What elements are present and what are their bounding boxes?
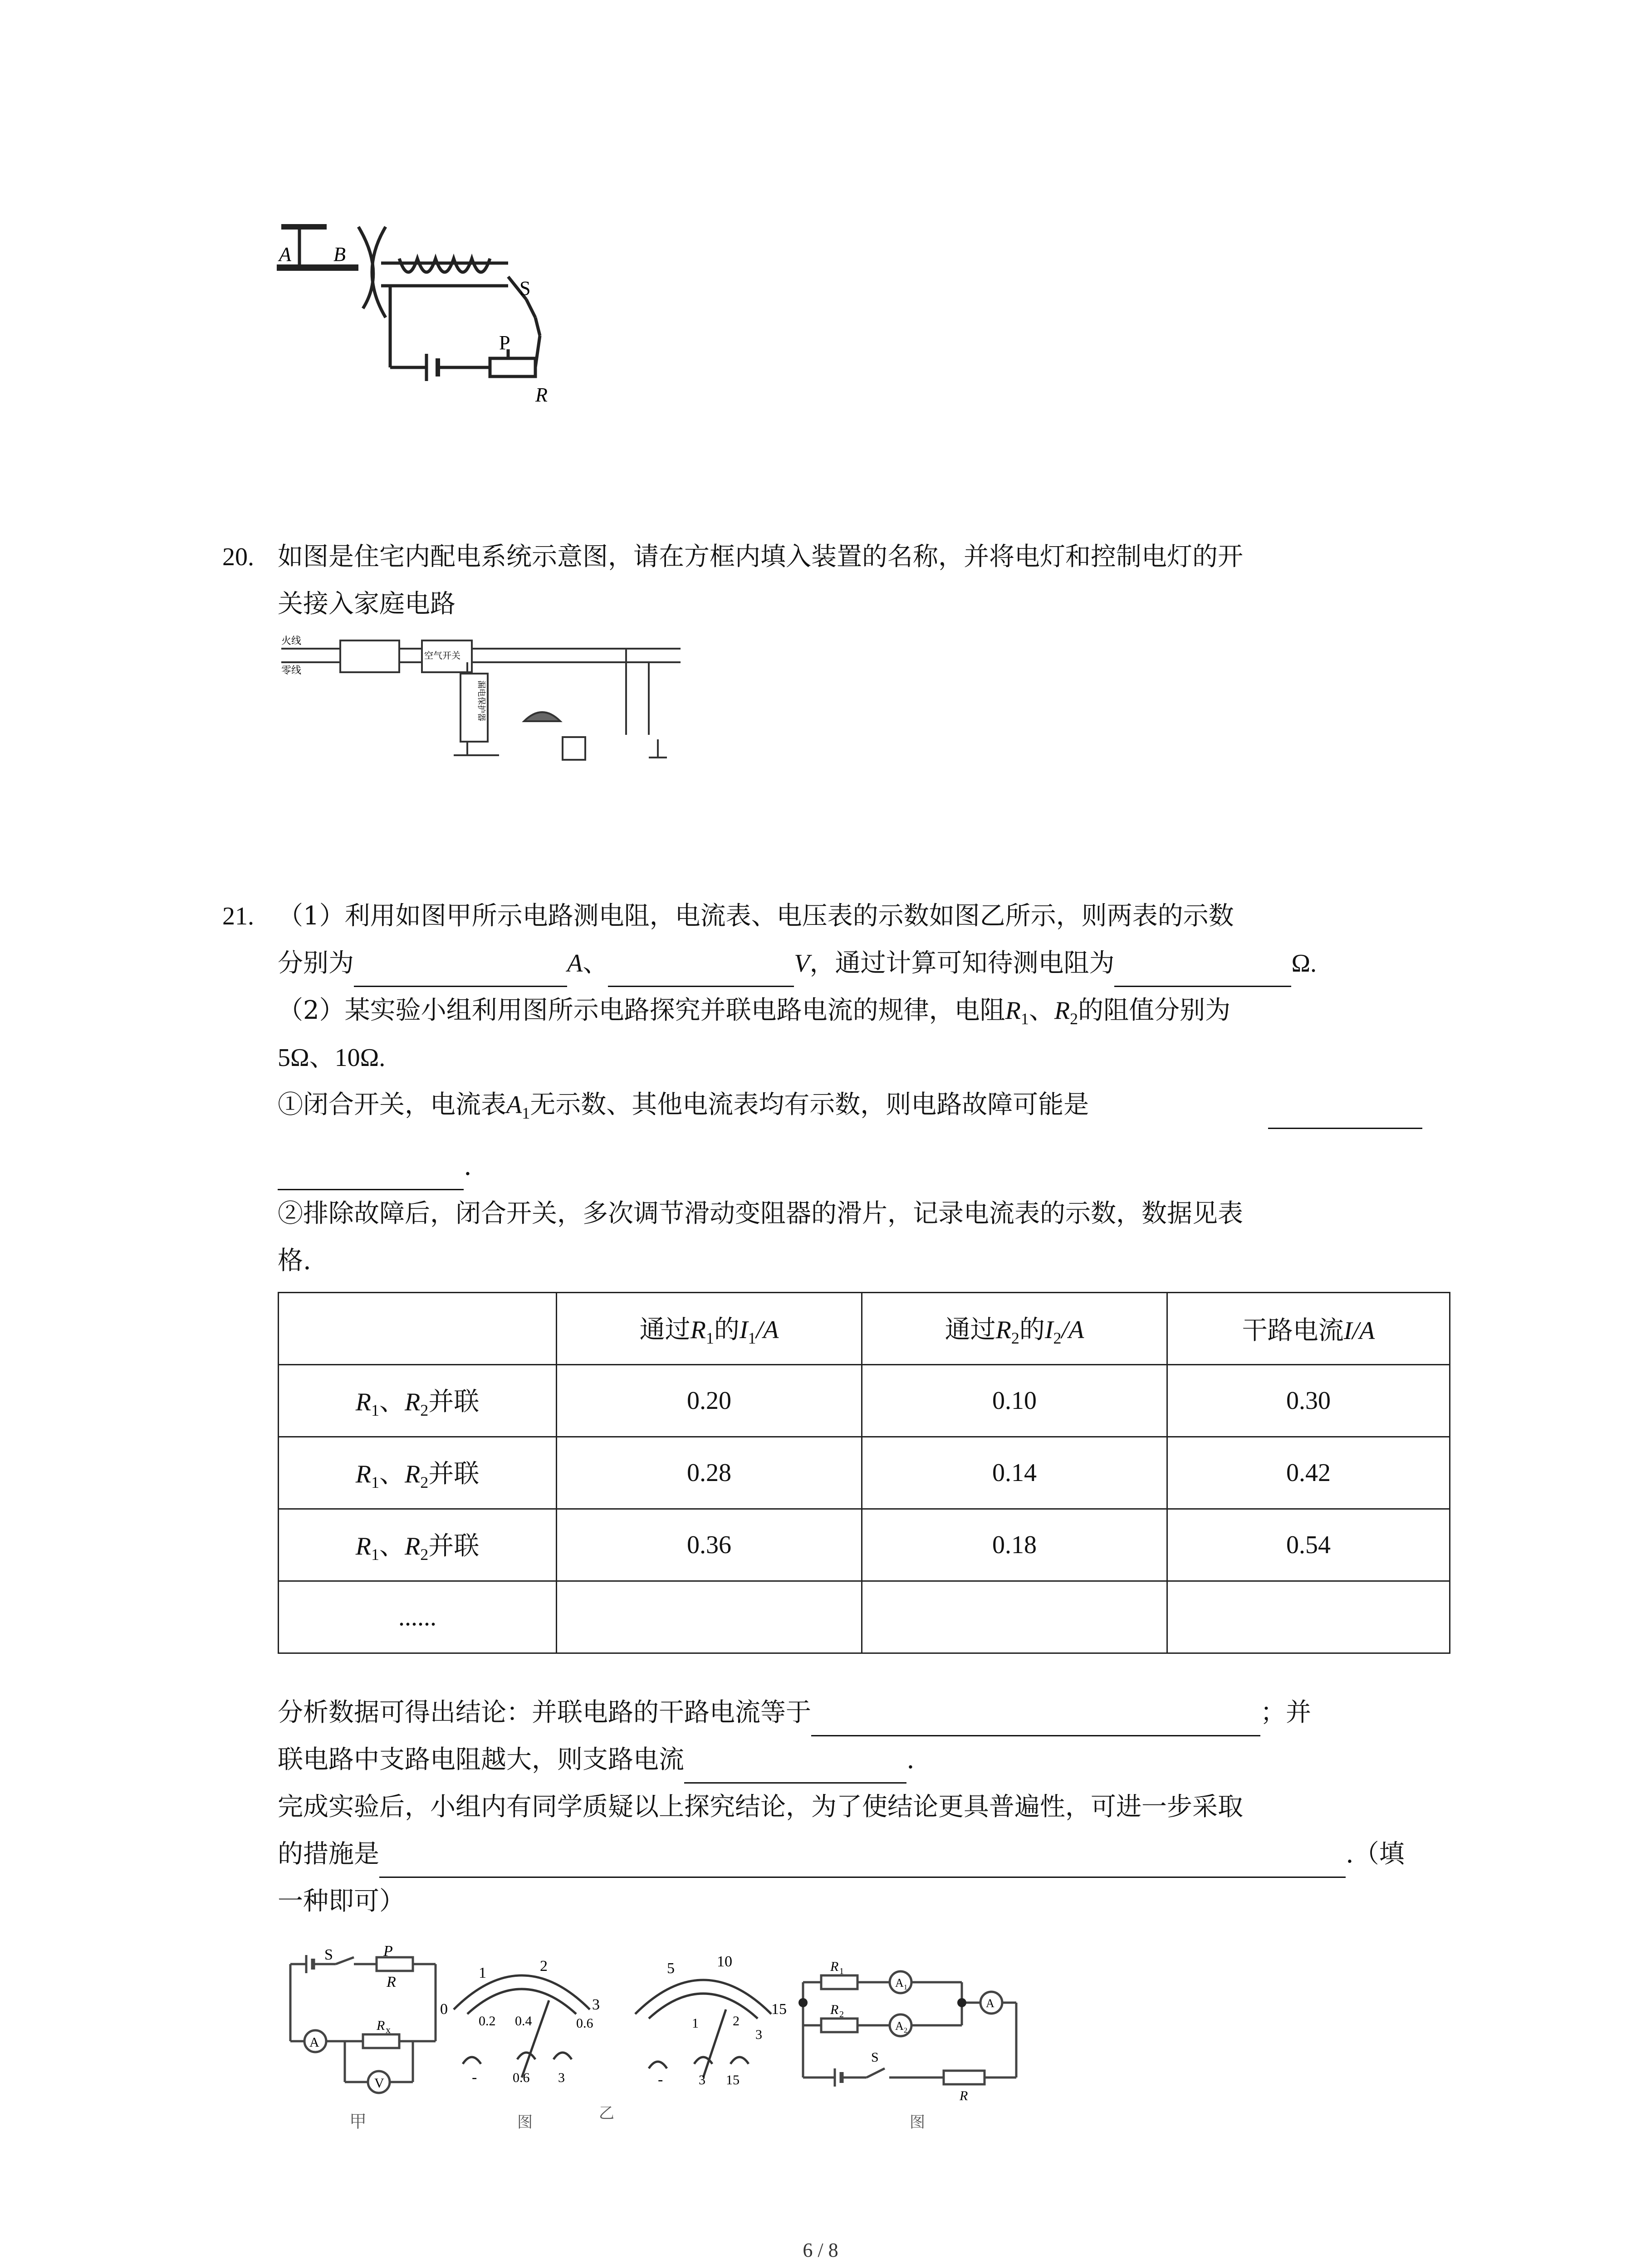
- cell-empty: [1167, 1581, 1450, 1653]
- cell-i2: 0.14: [862, 1437, 1167, 1509]
- q21-after-line2: [278, 1831, 1405, 1878]
- v-inner-2: 2: [733, 2014, 740, 2028]
- concl-line2: 联电路中支路电阻越大，则支路电流: [278, 1745, 684, 1774]
- concl-end: .: [906, 1745, 915, 1774]
- header-i1: 通过$R_1$的$I_1/A$: [557, 1293, 862, 1365]
- jia-voltmeter: V: [374, 2076, 384, 2091]
- cell-i1: 0.36: [557, 1509, 862, 1581]
- answer-blank-branch[interactable]: [684, 1754, 906, 1784]
- answer-blank-conclusion[interactable]: [811, 1707, 1260, 1736]
- figure-jia-circuit: [281, 1943, 449, 2141]
- label-A: A: [279, 243, 291, 265]
- cell-i: 0.42: [1167, 1437, 1450, 1509]
- answer-blank-measure[interactable]: [379, 1848, 1346, 1878]
- cell-i2: 0.10: [862, 1365, 1167, 1437]
- p2-text-a: （2）某实验小组利用图所示电路探究并联电路电流的规律，电阻: [278, 996, 1005, 1025]
- answer-blank-fault-1[interactable]: [1268, 1100, 1422, 1129]
- cell-i: 0.54: [1167, 1509, 1450, 1581]
- after-a: 的措施是: [278, 1839, 379, 1869]
- a-inner-0: 0.2: [479, 2014, 496, 2028]
- label-S: S: [519, 277, 531, 299]
- jia-P: P: [383, 1943, 393, 1960]
- q21-number: 21.: [222, 902, 254, 930]
- figure-parallel-circuit: [789, 1946, 1034, 2141]
- par-R1-sub: 1: [839, 1966, 844, 1976]
- jia-caption: 甲: [349, 2112, 367, 2131]
- jia-ammeter: A: [309, 2035, 319, 2050]
- table-row: [279, 1365, 1450, 1437]
- R2-symbol: R: [1054, 997, 1070, 1025]
- concl-b: ；并: [1260, 1698, 1311, 1727]
- table-row: [279, 1509, 1450, 1581]
- R1-symbol: R: [1005, 997, 1021, 1025]
- a-tick-0: 0: [440, 2001, 448, 2018]
- answer-blank-voltage[interactable]: [608, 958, 794, 987]
- v-term-3: 3: [699, 2072, 705, 2087]
- cell-i: 0.30: [1167, 1365, 1450, 1437]
- row-label: $R_1$、$R_2$并联: [279, 1509, 557, 1581]
- air-switch-label: 空气开关: [424, 651, 460, 661]
- label-P: P: [499, 332, 510, 354]
- A1-sub: 1: [522, 1104, 530, 1123]
- p1-prefix: 分别为: [278, 948, 354, 978]
- v-tick-5: 5: [667, 1960, 675, 1977]
- q21-p1-line1: （1）利用如图甲所示电路测电阻，电流表、电压表的示数如图乙所示，则两表的示数: [278, 901, 1234, 931]
- answer-blank-fault-2[interactable]: [278, 1161, 464, 1190]
- cell-i1: 0.20: [557, 1365, 862, 1437]
- table-row: [279, 1437, 1450, 1509]
- par-R2: R: [830, 2002, 839, 2017]
- v-term-minus: -: [658, 2071, 663, 2088]
- a-tick-2: 2: [540, 1958, 548, 1975]
- q20-number: 20.: [222, 543, 254, 571]
- q20-line1: 如图是住宅内配电系统示意图，请在方框内填入装置的名称，并将电灯和控制电灯的开: [278, 542, 1243, 572]
- p1-suffix: ，通过计算可知待测电阻为: [809, 948, 1115, 978]
- q21-after-line1: 完成实验后，小组内有同学质疑以上探究结论，为了使结论更具普遍性，可进一步采取: [278, 1792, 1243, 1822]
- v-inner-3: 3: [755, 2027, 762, 2042]
- jia-Rx-sub: x: [386, 2024, 391, 2035]
- par-A2: A: [895, 2019, 904, 2033]
- answer-blank-current[interactable]: [354, 958, 567, 987]
- page-number: 6 / 8: [803, 2239, 838, 2261]
- protector-label: 漏电保护器: [477, 680, 486, 721]
- R2-sub: 2: [1070, 1010, 1078, 1028]
- q1-end: .: [464, 1152, 472, 1181]
- figure-ammeter-dial: [436, 1946, 614, 2141]
- par-R: R: [960, 2088, 968, 2103]
- header-i2: 通过$R_2$的$I_2/A$: [862, 1293, 1167, 1365]
- data-table: [278, 1292, 1450, 1654]
- neutral-wire-label: 零线: [281, 665, 302, 676]
- after-b: .（填: [1346, 1839, 1405, 1869]
- sep: 、: [583, 948, 608, 978]
- q21-after-line3: 一种即可）: [278, 1887, 405, 1916]
- jia-Rx: R: [377, 2018, 385, 2033]
- q1-text-a: ①闭合开关，电流表: [278, 1090, 506, 1119]
- unit-A: A: [567, 949, 583, 978]
- a-tick-1: 1: [479, 1965, 486, 1981]
- dial-caption-tu: 图: [517, 2114, 533, 2131]
- row-label: $R_1$、$R_2$并联: [279, 1365, 557, 1437]
- a-tick-3: 3: [592, 1996, 600, 2013]
- home-circuit-figure: [272, 631, 690, 762]
- a-term-minus: -: [472, 2069, 477, 2086]
- figure-voltmeter-dial: [622, 1946, 794, 2141]
- a-term-3: 3: [558, 2070, 565, 2085]
- cell-i1: 0.28: [557, 1437, 862, 1509]
- parallel-node: [798, 1998, 808, 2007]
- par-A: A: [986, 1997, 994, 2010]
- v-tick-15: 15: [771, 2001, 787, 2018]
- parallel-node: [957, 1998, 966, 2007]
- dial-caption-yi: 乙: [599, 2105, 614, 2122]
- answer-blank-resistance[interactable]: [1114, 958, 1291, 987]
- par-caption: 图: [910, 2114, 925, 2131]
- q21-q2-line1: ②排除故障后，闭合开关，多次调节滑动变阻器的滑片，记录电流表的示数，数据见表: [278, 1199, 1243, 1228]
- a-inner-2: 0.6: [576, 2016, 593, 2031]
- v-term-15: 15: [726, 2072, 740, 2087]
- q21-q1-line1: [278, 1081, 1089, 1137]
- p2-text-b: 的阻值分别为: [1078, 996, 1231, 1025]
- a-term-06: 0.6: [513, 2070, 530, 2085]
- par-R1: R: [830, 1959, 839, 1974]
- header-empty: [279, 1293, 557, 1365]
- R1-sub: 1: [1020, 1010, 1029, 1028]
- q21-q1-line2: [278, 1143, 472, 1190]
- cell-i2: 0.18: [862, 1509, 1167, 1581]
- v-inner-1: 1: [692, 2016, 699, 2031]
- q21-p1-line2: [278, 940, 1317, 987]
- sep2: 、: [1029, 996, 1054, 1025]
- a-inner-1: 0.4: [515, 2014, 532, 2028]
- table-header-row: [279, 1293, 1450, 1365]
- header-i: 干路电流I/A: [1167, 1293, 1450, 1365]
- cell-empty: [557, 1581, 862, 1653]
- q20-line2: 关接入家庭电路: [278, 589, 456, 619]
- live-wire-label: 火线: [281, 635, 302, 646]
- par-S: S: [871, 2050, 879, 2065]
- label-B: B: [333, 243, 346, 265]
- unit-ohm: Ω.: [1291, 949, 1317, 978]
- par-R2-sub: 2: [839, 2009, 844, 2019]
- q1-text-b: 无示数、其他电流表均有示数，则电路故障可能是: [530, 1090, 1089, 1119]
- table-row: [279, 1581, 1450, 1653]
- unit-V: V: [794, 949, 810, 978]
- q21-conclusion-line2: [278, 1736, 915, 1784]
- jia-R: R: [387, 1974, 396, 1990]
- par-A2-sub: 2: [904, 2027, 907, 2034]
- concl-a: 分析数据可得出结论：并联电路的干路电流等于: [278, 1698, 811, 1727]
- q21-conclusion-line1: [278, 1689, 1311, 1736]
- q21-q2-line2: 格.: [278, 1246, 311, 1276]
- row-ellipsis: ......: [279, 1581, 557, 1653]
- jia-S: S: [324, 1946, 333, 1963]
- v-tick-10: 10: [717, 1953, 732, 1970]
- q21-p2-line2: 5Ω、10Ω.: [278, 1044, 386, 1072]
- A1-symbol: A: [506, 1091, 522, 1119]
- cell-empty: [862, 1581, 1167, 1653]
- label-R: R: [535, 384, 548, 406]
- row-label: $R_1$、$R_2$并联: [279, 1437, 557, 1509]
- par-A1-sub: 1: [904, 1984, 907, 1991]
- q21-p2-line1: [278, 987, 1230, 1042]
- par-A1: A: [895, 1976, 904, 1989]
- electromagnet-figure: [272, 218, 554, 408]
